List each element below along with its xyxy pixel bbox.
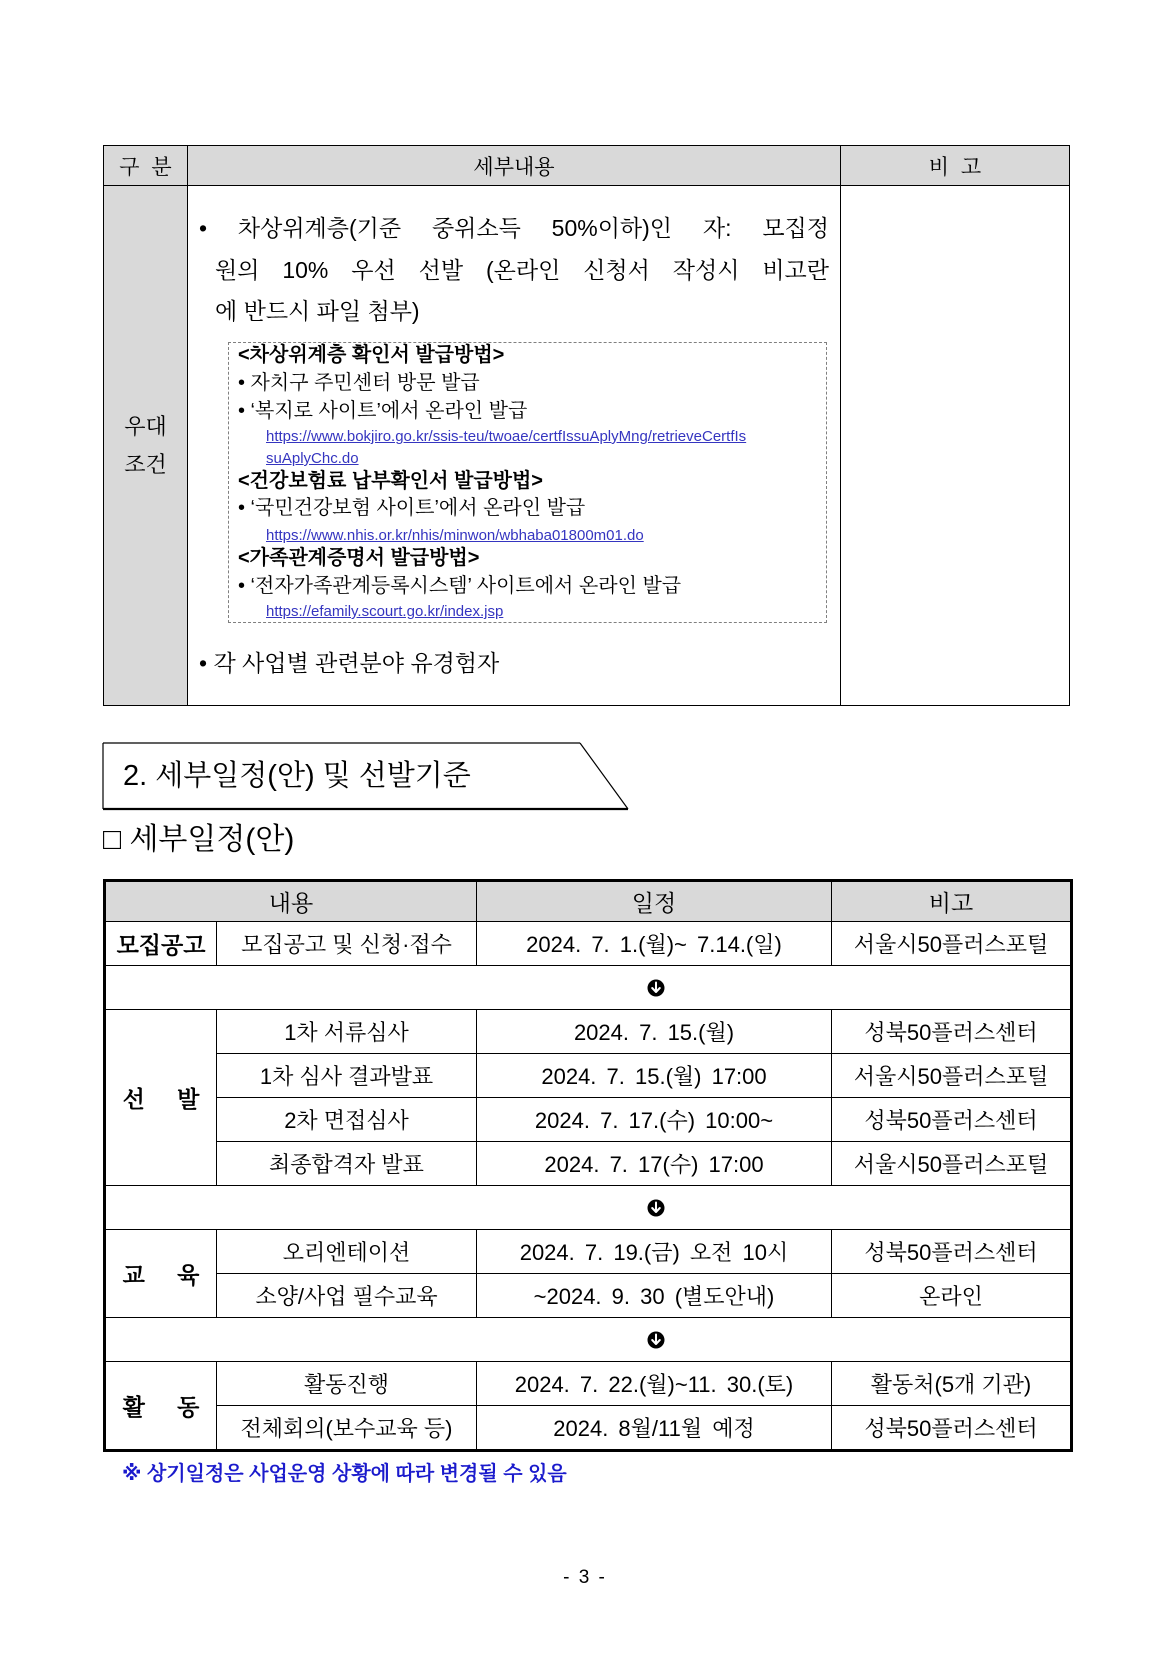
schedule-table (103, 879, 1073, 1452)
schedule-row (105, 922, 1072, 966)
schedule-note: 성북50플러스센터 (832, 1010, 1072, 1054)
category-line: 조건 (124, 451, 167, 477)
flow-arrow-row (105, 1318, 1072, 1362)
schedule-note: 서울시50플러스포털 (832, 1054, 1072, 1098)
schedule-date: 2024. 7. 17(수) 17:00 (477, 1142, 832, 1186)
header-note: 비 고 (841, 146, 1069, 186)
schedule-date: 2024. 7. 15.(월) (477, 1010, 832, 1054)
group-label-selection: 선 발 (105, 1010, 217, 1186)
nhis-link[interactable]: https://www.nhis.or.kr/nhis/minwon/wbhaba01800m01.do (266, 527, 644, 544)
schedule-note: 온라인 (832, 1274, 1072, 1318)
schedule-note: 서울시50플러스포털 (832, 1142, 1072, 1186)
bullet-low-income-line: 원의 10% 우선 선발 (온라인 신청서 작성시 비고란 (215, 257, 829, 283)
schedule-row (105, 1098, 1072, 1142)
schedule-note: 서울시50플러스포털 (832, 922, 1072, 966)
group-label-activity: 활 동 (105, 1362, 217, 1451)
low-income-heading: <차상위계층 확인서 발급방법> (238, 344, 505, 366)
eligibility-table (103, 145, 1070, 706)
schedule-row (105, 1230, 1072, 1274)
header-date: 일정 (477, 881, 832, 922)
flow-arrow-row (105, 1186, 1072, 1230)
header-category: 구 분 (104, 146, 188, 186)
schedule-row (105, 1362, 1072, 1406)
arrow-down-circle-icon (647, 1331, 665, 1349)
page-number: - 3 - (563, 1567, 607, 1588)
schedule-date: 2024. 7. 1.(월)~ 7.14.(일) (477, 922, 832, 966)
schedule-item: 1차 서류심사 (217, 1010, 477, 1054)
schedule-note: 성북50플러스센터 (832, 1406, 1072, 1451)
schedule-item: 오리엔테이션 (217, 1230, 477, 1274)
bokjiro-link[interactable]: https://www.bokjiro.go.kr/ssis-teu/twoae/certfIssuAplyMng/retrieveCertfIs (266, 428, 747, 445)
schedule-date: 2024. 7. 22.(월)~11. 30.(토) (477, 1362, 832, 1406)
schedule-date: ~2024. 9. 30 (별도안내) (477, 1274, 832, 1318)
bullet-low-income-line: 에 반드시 파일 첨부) (215, 298, 420, 324)
guide-item: • 자치구 주민센터 방문 발급 (238, 372, 480, 394)
schedule-item: 활동진행 (217, 1362, 477, 1406)
family-certificate-heading: <가족관계증명서 발급방법> (238, 547, 480, 569)
header-note: 비고 (832, 881, 1072, 922)
arrow-down-circle-icon (647, 1199, 665, 1217)
schedule-row (105, 1054, 1072, 1098)
schedule-item: 1차 심사 결과발표 (217, 1054, 477, 1098)
schedule-item: 전체회의(보수교육 등) (217, 1406, 477, 1451)
schedule-subtitle: □ 세부일정(안) (103, 823, 295, 856)
section-title: 2. 세부일정(안) 및 선발기준 (123, 760, 471, 792)
schedule-note: 성북50플러스센터 (832, 1098, 1072, 1142)
schedule-item: 소양/사업 필수교육 (217, 1274, 477, 1318)
schedule-date: 2024. 7. 19.(금) 오전 10시 (477, 1230, 832, 1274)
schedule-date: 2024. 8월/11월 예정 (477, 1406, 832, 1451)
group-label-education: 교 육 (105, 1230, 217, 1318)
schedule-row (105, 1142, 1072, 1186)
schedule-row (105, 1406, 1072, 1451)
guide-item: • ‘복지로 사이트’에서 온라인 발급 (238, 400, 528, 422)
schedule-item: 2차 면접심사 (217, 1098, 477, 1142)
group-label-recruit: 모집공고 (105, 922, 217, 966)
flow-arrow-cell (105, 966, 1072, 1010)
efamily-link[interactable]: https://efamily.scourt.go.kr/index.jsp (266, 603, 504, 620)
bullet-experience: • 각 사업별 관련분야 유경험자 (199, 650, 500, 676)
header-detail: 세부내용 (188, 146, 841, 186)
guide-item: • ‘전자가족관계등록시스템’ 사이트에서 온라인 발급 (238, 575, 682, 597)
flow-arrow-cell (105, 1318, 1072, 1362)
flow-arrow-row (105, 966, 1072, 1010)
certificate-guide-box (228, 342, 827, 623)
guide-item: • ‘국민건강보험 사이트’에서 온라인 발급 (238, 497, 586, 519)
schedule-date: 2024. 7. 15.(월) 17:00 (477, 1054, 832, 1098)
schedule-row (105, 1010, 1072, 1054)
schedule-date: 2024. 7. 17.(수) 10:00~ (477, 1098, 832, 1142)
health-insurance-heading: <건강보험료 납부확인서 발급방법> (238, 470, 543, 492)
schedule-item: 모집공고 및 신청·접수 (217, 922, 477, 966)
bullet-low-income-line: • 차상위계층(기준 중위소득 50%이하)인 자: 모집정 (199, 215, 829, 241)
category-cell (104, 186, 188, 705)
detail-cell (188, 186, 841, 705)
schedule-item: 최종합격자 발표 (217, 1142, 477, 1186)
schedule-header-row (105, 881, 1072, 922)
bokjiro-link-continued[interactable]: suAplyChc.do (266, 450, 359, 467)
schedule-footnote: ※ 상기일정은 사업운영 상황에 따라 변경될 수 있음 (122, 1463, 567, 1485)
header-content: 내용 (105, 881, 477, 922)
category-line: 우대 (124, 413, 167, 439)
note-cell (841, 186, 1069, 705)
arrow-down-circle-icon (647, 979, 665, 997)
schedule-note: 활동처(5개 기관) (832, 1362, 1072, 1406)
schedule-row (105, 1274, 1072, 1318)
schedule-note: 성북50플러스센터 (832, 1230, 1072, 1274)
flow-arrow-cell (105, 1186, 1072, 1230)
